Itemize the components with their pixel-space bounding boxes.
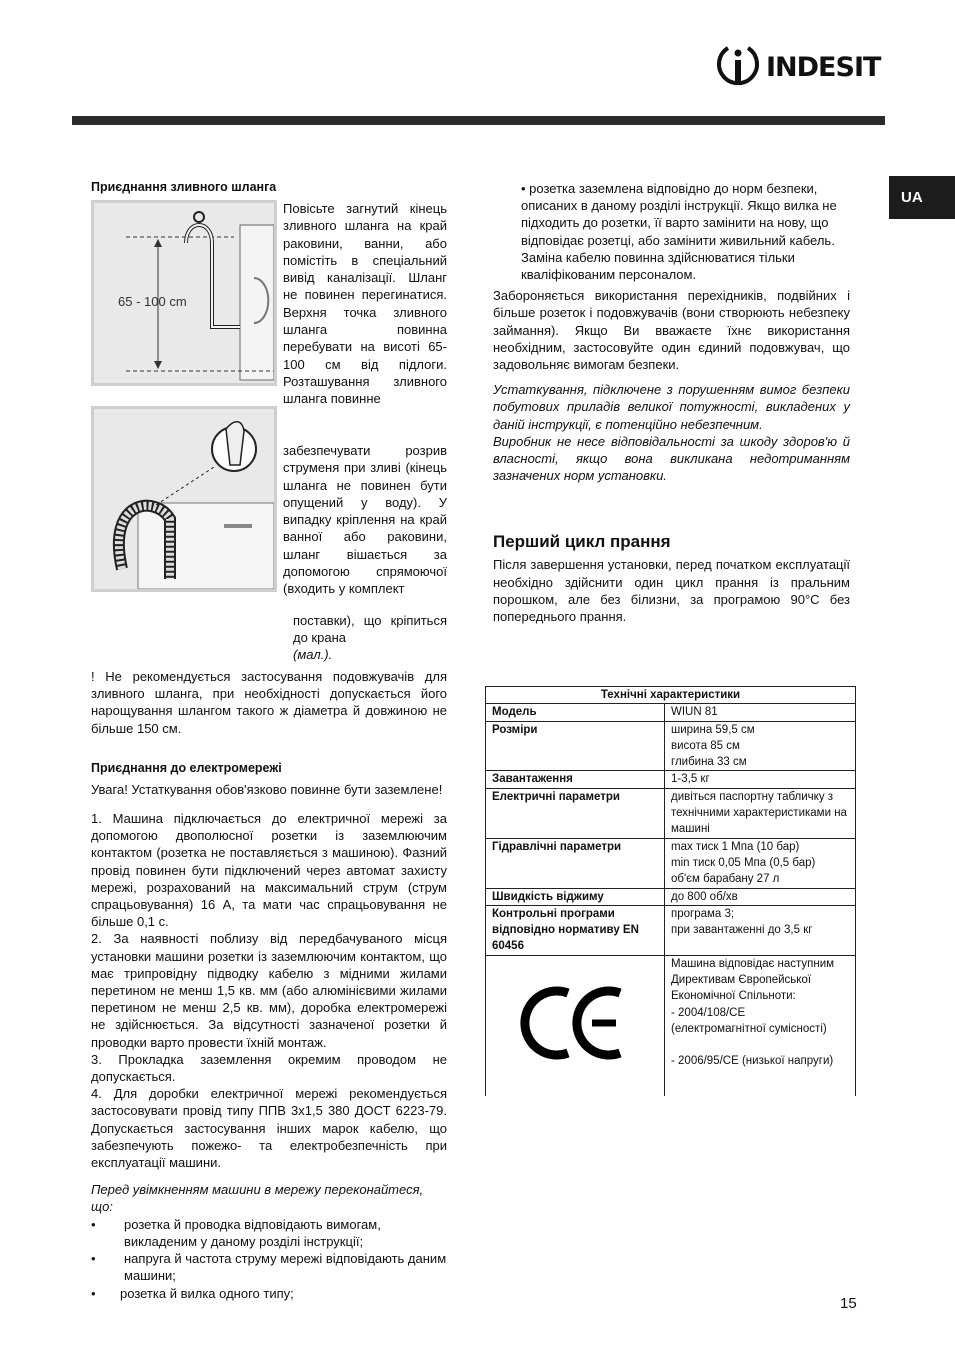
table-row: Контрольні програми відповідно нормативу EN 60456 програма 3; при завантаженні до 3,5 кг [486,905,856,955]
first-cycle-text: Після завершення установки, перед початком експлуатації необхідно здійснити один цикл прання із пральним порошком, але без білизни, за програмою 90°С без попереднього прання. [493,557,850,625]
first-cycle-heading: Перший цикл прання [493,532,671,552]
liability-note: Виробник не несе відповідальності за шкоду здоров'ю й власності, якщо вона викликана недотриманням зазначених норм установки. [493,433,850,484]
left-column [91,180,447,1302]
drain-figure-ref: (мал.). [293,647,333,662]
header-divider [72,116,885,125]
brand-logo [714,42,879,90]
power-paragraph-2: 2. За наявності поблизу від передбачуваного місця установки машини розетки із заземлюючим контактом, що має трипровідну підводку кабелю з мідними жилами перетином не менш 1,5 кв. мм (або алюмінієвими жилами перетином не менш 2,5 кв. мм), доробка електромережі не здійснюється. За відсутності зазначеної розетки й проводки варто провести їхній монтаж. [91,931,447,1050]
table-row: Гідравлічні параметри max тиск 1 Мпа (10 бар) min тиск 0,05 Мпа (0,5 бар) об'єм барабану 27 л [486,838,856,888]
spec-table [485,686,856,1096]
language-tab: UA [889,176,955,219]
power-paragraph-1: 1. Машина підключається до електричної мережі за допомогою двополюсної розетки із заземлюючим контактом (розетка не поставляється з машиною). Фазний провід повинен бути підключений через автомат захисту мережі, розрахований на максимальний струм (струм спрацьовування) 16 А, та мати час спрацьовування не більше 0,1 с. [91,811,447,930]
before-connect-note: Перед увімкненням машини в мережу переконайтеся, що: [91,1182,424,1215]
ce-directive-2: - 2006/95/CE (низької напруги) [671,1055,834,1068]
drain-instructions-1: Повісьте загнутий кінець зливного шланга на край раковини, ванни, або помістіть в спеціальний вивід каналізації. Шланг не повинен перегинатися. Верхня точка зливного шланга повинна перебувати на висоті 65-100 см від підлоги. Розташування зливного шланга повинне [283,201,447,407]
indesit-i-icon [714,42,762,90]
adapters-prohibited: Забороняється використання перехідників, подвійних і більше розеток і подовжувачів (вони створюють небезпеку займання). Якщо Ви вважаєте їхнє використання необхідним, застосовуйте один єдиний подовжувач, що задовольняє вимогам безпеки. [493,288,850,373]
ce-row [486,955,856,1096]
drain-heading: Приєднання зливного шланга [91,180,277,194]
ce-mark-icon [520,983,630,1063]
power-paragraph-3: 3. Прокладка заземлення окремим проводом не допускається. [91,1051,447,1085]
checklist-item: • напруга й частота струму мережі відповідають даним машини; [91,1251,447,1284]
drain-height-figure [91,200,277,386]
drain-instructions-3: поставки), що кріпиться до крана [293,613,447,646]
brand-wordmark: INDESIT [766,52,881,83]
socket-bullet: • розетка заземлена відповідно до норм безпеки, описаних в даному розділі інструкції. Якщо вилка не підходить до розетки, її варто замінити на нову, що відповідає розетці, або замінити живильний кабель. Заміна кабелю повинна здійснюватися тільки кваліфікованим персоналом. [521,181,837,283]
ce-directive-1-note: (електромагнітної сумісності) [671,1022,827,1035]
right-column [493,180,850,625]
ce-text: Машина відповідає наступним Директивам Європейської Економічної Спільноти: [671,957,835,1003]
power-paragraph-4: 4. Для доробки електричної мережі рекомендується застосовувати провід типу ППВ 3х1,5 380 ДОСТ 6223-79. Допускається застосування інших марок кабелю, що забезпечують пожежо- та електробезпечність при експлуатації машини. [91,1086,447,1171]
extension-note: ! Не рекомендується застосування подовжувачів для зливного шланга, при необхідності допускається його нарощування шлангом такого ж діаметра й довжиною не більше 150 см. [91,669,447,736]
spec-table-title: Технічні характеристики [486,687,856,704]
drain-instructions-2: забезпечувати розрив струменя при зливі (кінець шланга не повинен бути опущений у воду). У випадку кріплення на край ванної або раковини, шланг вішається за допомогою спрямоючої (входить у комплект [283,443,447,597]
table-row: Розміри ширина 59,5 см висота 85 см глибина 33 см [486,721,856,771]
table-row: Модель WIUN 81 [486,704,856,721]
checklist-item: • розетка й вилка одного типу; [91,1285,294,1301]
power-heading: Приєднання до електромережі [91,760,282,775]
table-row: Електричні параметри дивіться паспортну табличку з технічними характеристиками на машині [486,788,856,838]
power-warning: Увага! Устаткування обов'язково повинне бути заземлене! [91,781,443,797]
ce-directive-1: - 2004/108/CE [671,1006,746,1019]
table-row: Швидкість віджиму до 800 об/хв [486,888,856,905]
page-number: 15 [840,1295,857,1312]
table-row: Завантаження 1-3,5 кг [486,771,856,788]
height-label: 65 - 100 cm [118,294,187,309]
ce-mark [486,955,665,1096]
danger-note: Устаткування, підключене з порушенням вимог безпеки побутових приладів великої потужності, викладених у даній інструкції, є потенційно небезпечним. [493,382,850,432]
drain-guide-figure [91,406,277,592]
checklist-item: • розетка й проводка відповідають вимогам, викладеним у даному розділі інструкції; [91,1216,381,1249]
